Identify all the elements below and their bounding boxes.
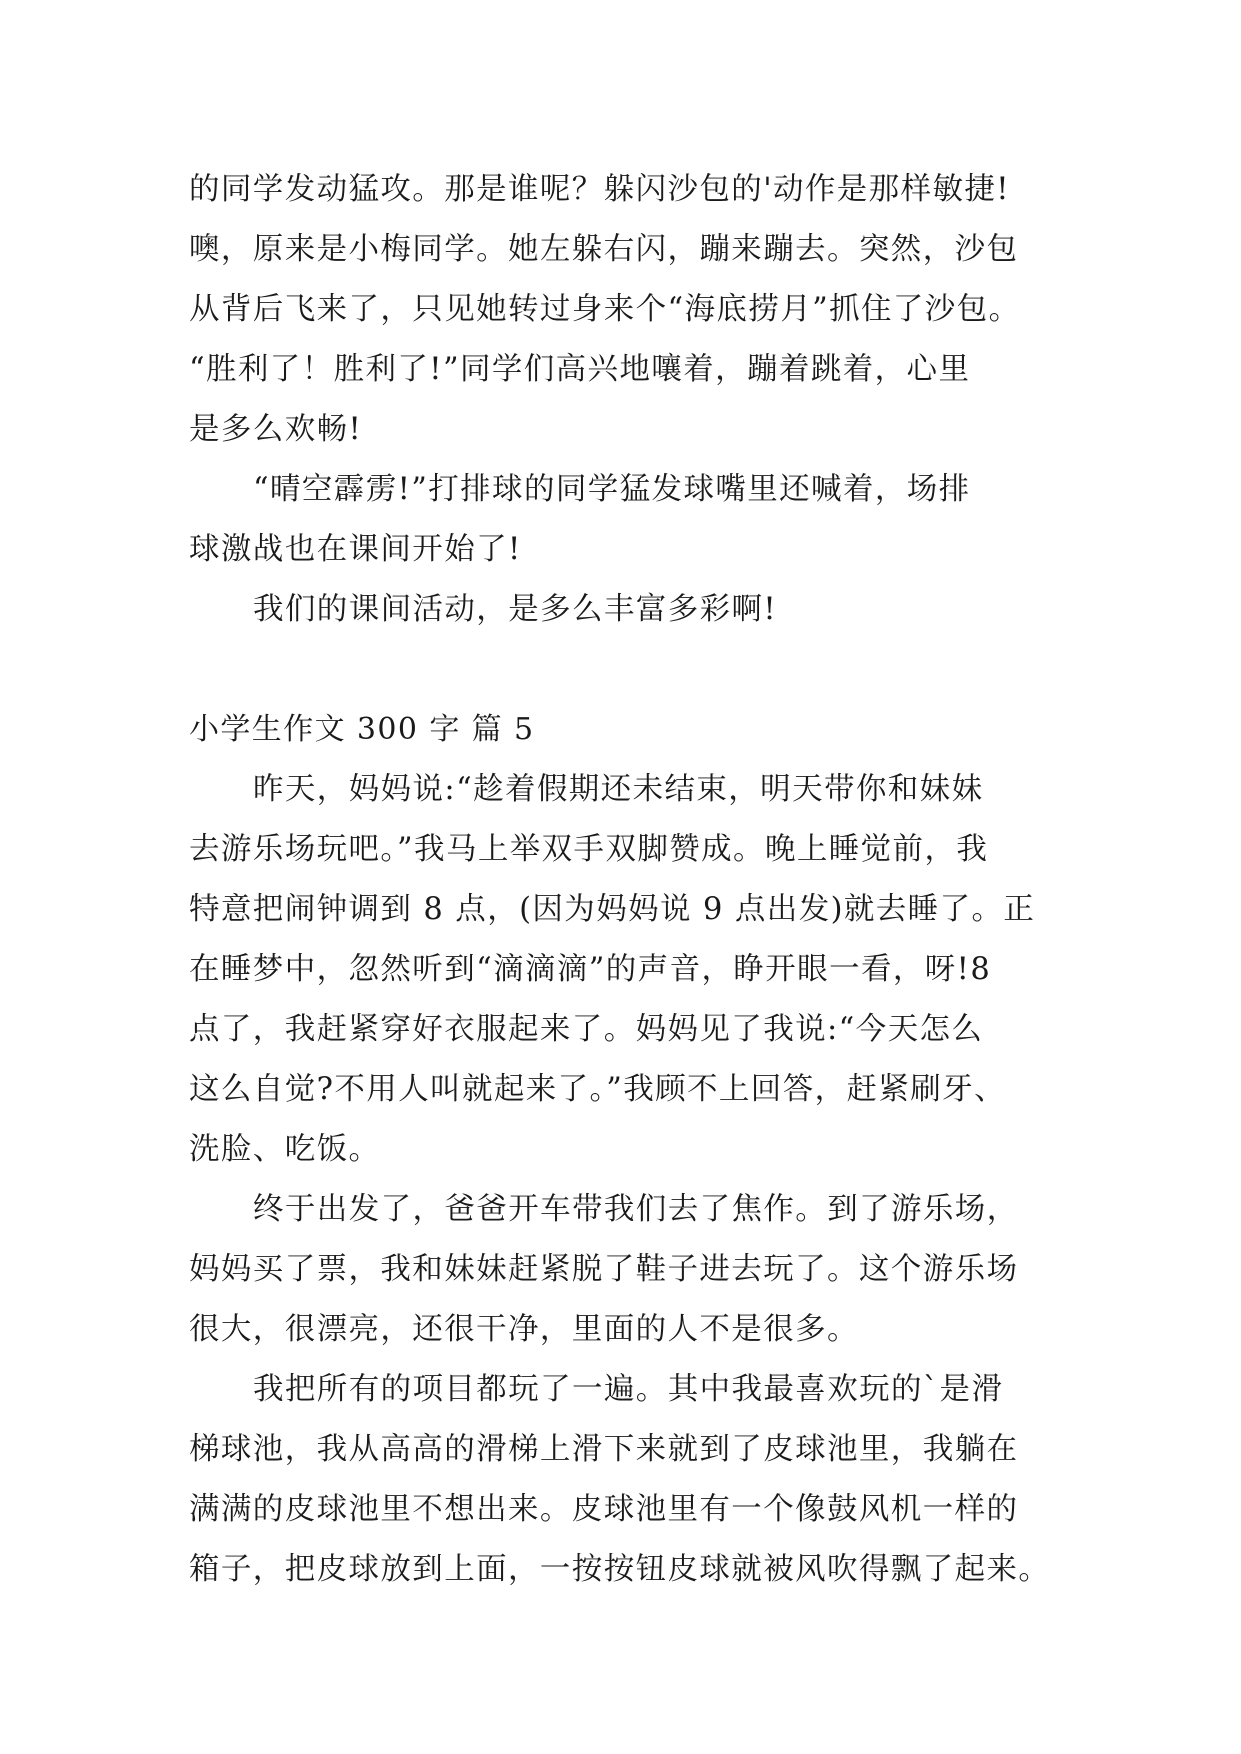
- text-line: 点了，我赶紧穿好衣服起来了。妈妈见了我说:“今天怎么: [189, 1012, 984, 1047]
- section-gap: [189, 640, 1055, 700]
- text-line: “晴空霹雳!”打排球的同学猛发球嘴里还喊着，场排: [253, 472, 971, 507]
- text-line: 梯球池，我从高高的滑梯上滑下来就到了皮球池里，我躺在: [189, 1432, 1019, 1467]
- text-line: 箱子，把皮球放到上面，一按按钮皮球就被风吹得飘了起来。: [189, 1552, 1051, 1587]
- paragraph-6: [189, 1360, 1055, 1600]
- text-line: 噢，原来是小梅同学。她左躲右闪，蹦来蹦去。突然，沙包: [189, 232, 1019, 267]
- paragraph-4: [189, 760, 1055, 1180]
- paragraph-2: [189, 460, 1055, 580]
- text-line: 这么自觉?不用人叫就起来了。”我顾不上回答，赶紧刷牙、: [189, 1072, 1006, 1107]
- text-line: 是多么欢畅!: [189, 412, 363, 447]
- paragraph-3: [189, 580, 1055, 640]
- text-line: 洗脸、吃饭。: [189, 1132, 381, 1167]
- paragraph-1: [189, 160, 1055, 460]
- text-line: 球激战也在课间开始了!: [189, 532, 522, 567]
- text-line: 昨天，妈妈说:“趁着假期还未结束，明天带你和妹妹: [253, 772, 984, 807]
- text-line: 在睡梦中，忽然听到“滴滴滴”的声音，睁开眼一看，呀!8: [189, 952, 992, 987]
- section-heading: 小学生作文 300 字 篇 5: [189, 712, 535, 747]
- text-line: 很大，很漂亮，还很干净，里面的人不是很多。: [189, 1312, 859, 1347]
- text-line: 的同学发动猛攻。那是谁呢？躲闪沙包的'动作是那样敏捷!: [189, 172, 1010, 207]
- paragraph-5: [189, 1180, 1055, 1360]
- document-page: [189, 160, 1055, 1600]
- text-line: 满满的皮球池里不想出来。皮球池里有一个像鼓风机一样的: [189, 1492, 1019, 1527]
- text-line: 特意把闹钟调到 8 点，(因为妈妈说 9 点出发)就去睡了。正: [189, 892, 1036, 927]
- text-line: 去游乐场玩吧。”我马上举双手双脚赞成。晚上睡觉前，我: [189, 832, 989, 867]
- text-line: 终于出发了，爸爸开车带我们去了焦作。到了游乐场，: [253, 1192, 1019, 1227]
- text-line: “胜利了！胜利了!”同学们高兴地嚷着，蹦着跳着，心里: [189, 352, 971, 387]
- text-line: 妈妈买了票，我和妹妹赶紧脱了鞋子进去玩了。这个游乐场: [189, 1252, 1019, 1287]
- text-line: 我把所有的项目都玩了一遍。其中我最喜欢玩的`是滑: [253, 1372, 1004, 1407]
- text-line: 我们的课间活动，是多么丰富多彩啊!: [253, 592, 778, 627]
- text-line: 从背后飞来了，只见她转过身来个“海底捞月”抓住了沙包。: [189, 292, 1021, 327]
